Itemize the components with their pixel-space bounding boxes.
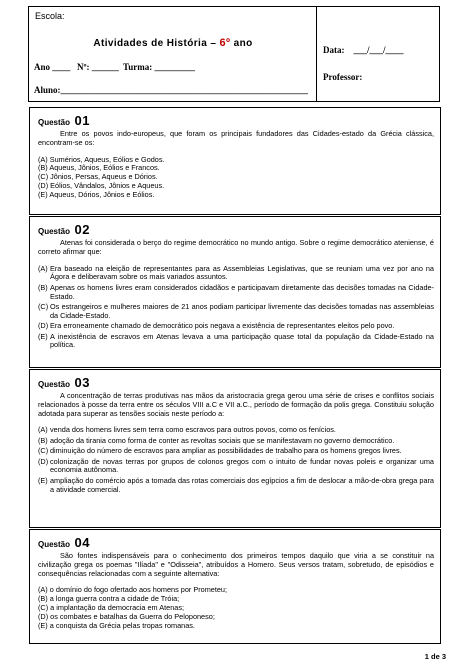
question-number: 02 bbox=[74, 222, 90, 237]
option-letter: (C) bbox=[38, 301, 49, 311]
question-04 bbox=[29, 529, 441, 644]
option-e bbox=[38, 333, 434, 351]
question-heading bbox=[38, 221, 90, 239]
option-text: venda dos homens livres sem terra como escravos para outros povos, como os fenícios. bbox=[50, 425, 336, 435]
option-text: Apenas os homens livres eram considerados cidadãos e participavam diretamente das decisões tomadas na Cidade-Estado. bbox=[50, 282, 434, 301]
aluno-field: Aluno:_______________________________________________________ bbox=[34, 85, 309, 95]
option-letter: (B) bbox=[38, 282, 48, 292]
question-heading bbox=[38, 112, 90, 130]
option-text: ampliação do comércio após a tomada das rotas comerciais dos egípcios a fim de deslocar a mão-de-obra grega para a atividade comercial. bbox=[50, 475, 434, 494]
option-letter: (D) bbox=[38, 456, 49, 466]
option-e: (E) Aqueus, Dórios, Jônios e Eólios. bbox=[38, 189, 155, 199]
header-right bbox=[317, 7, 439, 101]
question-statement: São fontes indispensáveis para o conhecimento dos primeiros tempos daquilo que viria a se constituir na civilização grega os poemas "Ilíada" e "Odisseia", atribuídos a Homero. Seus versos tratam, sobretudo, de episódios e consequências relacionadas com a seguinte alternativa: bbox=[38, 551, 434, 578]
option-d bbox=[38, 458, 434, 476]
option-b bbox=[38, 284, 434, 302]
question-body bbox=[38, 130, 434, 200]
page-number: 1 de 3 bbox=[424, 652, 446, 661]
option-b: (B) Aqueus, Jônios, Eólios e Francos. bbox=[38, 163, 160, 173]
question-label: Questão bbox=[38, 227, 71, 236]
data-field: Data: ___/___/____ bbox=[323, 45, 404, 55]
title-suffix: ano bbox=[233, 38, 253, 49]
option-letter: (E) bbox=[38, 331, 48, 341]
option-text: A inexistência de escravos em Atenas levava a uma participação quase total da população da Cidade-Estado na política. bbox=[50, 331, 434, 350]
ano-turma-field: Ano ____ Nº: ______ Turma: _________ bbox=[34, 62, 195, 72]
question-statement: A concentração de terras produtivas nas mãos da aristocracia grega gerou uma série de crises e conflitos sociais relacionados à posse da terra entre os séculos VIII a.C e VII a.C., período de formação da polis grega. Constituiu solução adotada para superar as tensões sociais neste período a: bbox=[38, 391, 434, 418]
question-statement: Atenas foi considerada o berço do regime democrático no mundo antigo. Sobre o regime democrático ateniense, é correto afirmar que: bbox=[38, 238, 434, 256]
option-letter: (D) bbox=[38, 321, 49, 331]
option-a: (A) Sumérios, Aqueus, Eólios e Godos. bbox=[38, 154, 165, 164]
option-letter: (A) bbox=[38, 425, 48, 435]
option-a: (A) o domínio do fogo ofertado aos homens por Prometeu; bbox=[38, 585, 228, 595]
option-letter: (E) bbox=[38, 475, 48, 485]
option-c bbox=[38, 303, 434, 321]
option-d bbox=[38, 322, 434, 331]
option-b bbox=[38, 437, 434, 446]
question-label: Questão bbox=[38, 380, 71, 389]
escola-label: Escola: bbox=[35, 11, 65, 21]
option-letter: (B) bbox=[38, 435, 48, 445]
option-d: (D) os combates e batalhas da Guerra do Peloponeso; bbox=[38, 611, 215, 621]
question-body bbox=[38, 239, 434, 352]
option-text: Era baseado na eleição de representantes para as Assembleias Legislativas, que se reuniam uma vez por ano na Ágora e deliberavam sobre os mais variados assuntos. bbox=[50, 263, 434, 282]
professor-field: Professor: bbox=[323, 72, 363, 82]
option-text: diminuição do número de escravos para ampliar as possibilidades de trabalho para os homens gregos livres. bbox=[50, 446, 402, 456]
option-e: (E) a conquista da Grécia pelas tropas romanas. bbox=[38, 620, 195, 630]
option-c: (C) Jônios, Persas, Aqueus e Dórios. bbox=[38, 172, 158, 182]
option-a bbox=[38, 426, 434, 435]
question-01 bbox=[29, 107, 441, 215]
option-text: Os estrangeiros e mulheres maiores de 21 anos podiam participar livremente das decisões tomadas nas assembleias da Cidade-Estado. bbox=[50, 301, 434, 320]
question-number: 04 bbox=[74, 535, 90, 550]
option-letter: (A) bbox=[38, 263, 48, 273]
option-c bbox=[38, 447, 434, 456]
question-number: 03 bbox=[74, 375, 90, 390]
option-text: Era erroneamente chamado de democrático pois negava a existência de representantes eleitos pelo povo. bbox=[50, 321, 395, 331]
option-letter: (C) bbox=[38, 446, 49, 456]
page-title bbox=[29, 37, 317, 49]
option-text: adoção da tirania como forma de conter as revoltas sociais que se manifestavam no governo democrático. bbox=[50, 435, 395, 445]
option-b: (B) a longa guerra contra a cidade de Tróia; bbox=[38, 594, 180, 604]
option-e bbox=[38, 477, 434, 495]
question-02 bbox=[29, 216, 441, 368]
option-d: (D) Eólios, Vândalos, Jônios e Aqueus. bbox=[38, 180, 165, 190]
question-03 bbox=[29, 369, 441, 528]
question-number: 01 bbox=[74, 113, 90, 128]
question-heading bbox=[38, 374, 90, 392]
question-heading bbox=[38, 534, 90, 552]
option-c: (C) a implantação da democracia em Atenas; bbox=[38, 602, 185, 612]
header-box bbox=[28, 6, 440, 102]
option-a bbox=[38, 265, 434, 283]
question-label: Questão bbox=[38, 540, 71, 549]
option-text: colonização de novas terras por grupos de colonos gregos com o intuito de fundar novas poleis e organizar uma economia autônoma. bbox=[50, 456, 434, 475]
question-label: Questão bbox=[38, 118, 71, 127]
title-prefix: Atividades de História – bbox=[93, 38, 217, 49]
header-left bbox=[29, 7, 317, 101]
question-body bbox=[38, 392, 434, 496]
question-body bbox=[38, 552, 434, 630]
question-statement: Entre os povos indo-europeus, que foram os principais fundadores das Cidades-estado da Grécia clássica, encontram-se os: bbox=[38, 129, 434, 147]
title-grade: 6º bbox=[219, 37, 231, 49]
